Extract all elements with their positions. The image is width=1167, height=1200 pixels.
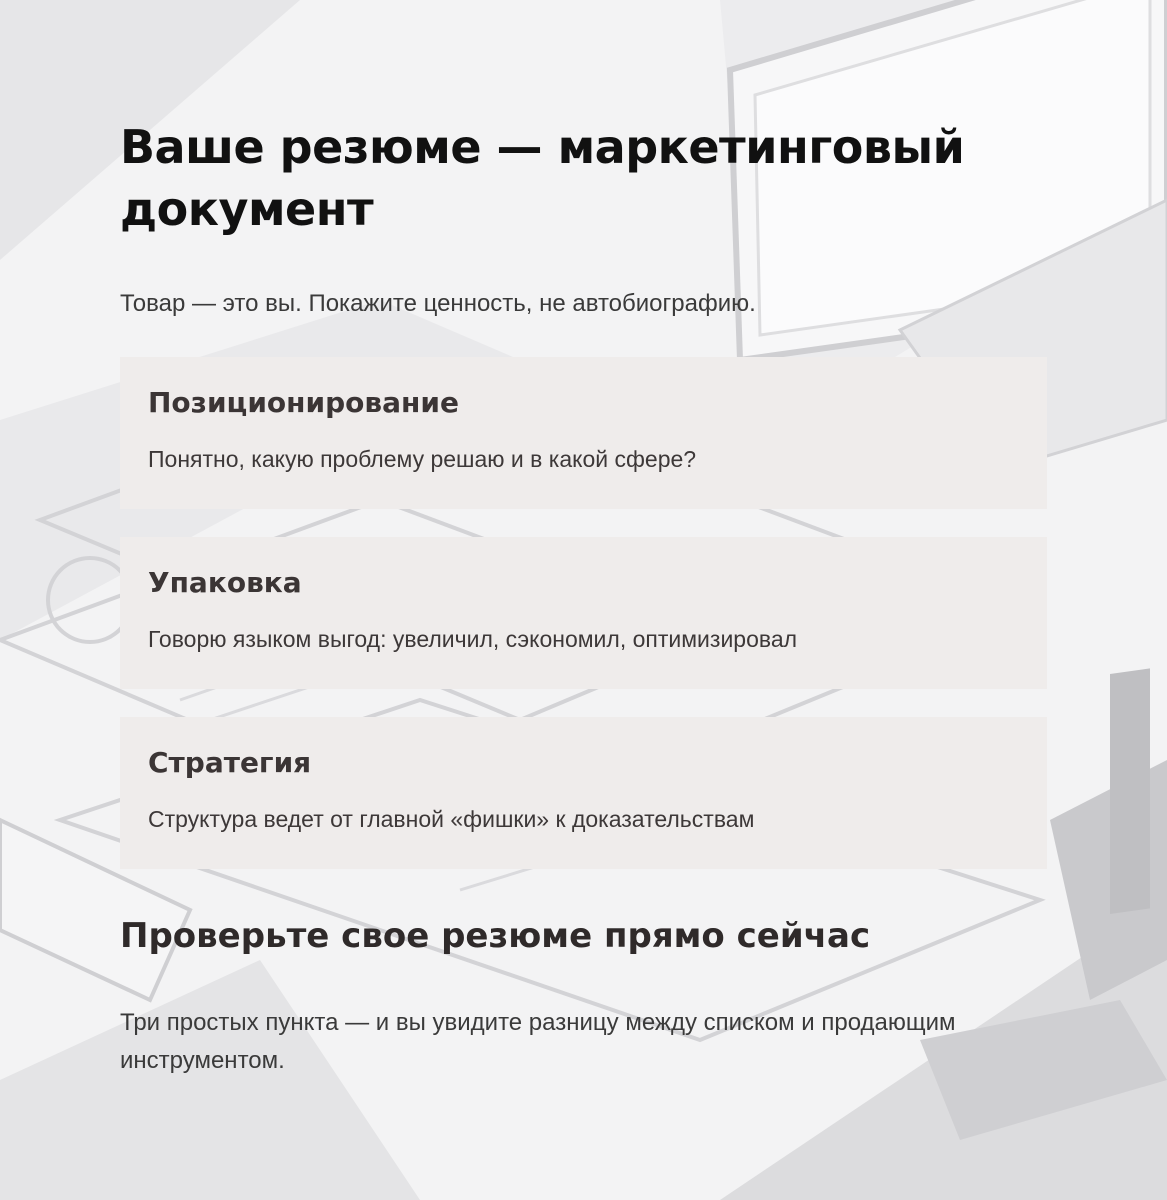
card-title: Упаковка (148, 566, 302, 599)
cta-title: Проверьте свое резюме прямо сейчас (120, 916, 871, 956)
card-title: Позиционирование (148, 386, 459, 419)
card-strategy (120, 717, 1047, 869)
card-positioning (120, 357, 1047, 509)
page-subtitle: Товар — это вы. Покажите ценность, не автобиографию. (120, 290, 756, 317)
card-text: Понятно, какую проблему решаю и в какой сфере? (148, 446, 697, 472)
card-text: Структура ведет от главной «фишки» к доказательствам (148, 806, 755, 832)
card-title: Стратегия (148, 746, 312, 779)
page-title: Ваше резюме — маркетинговый документ (120, 120, 965, 236)
cta-text: Три простых пункта — и вы увидите разницу между списком и продающим инструментом. (120, 1009, 956, 1074)
card-packaging (120, 537, 1047, 689)
card-text: Говорю языком выгод: увеличил, сэкономил, оптимизировал (148, 626, 798, 652)
